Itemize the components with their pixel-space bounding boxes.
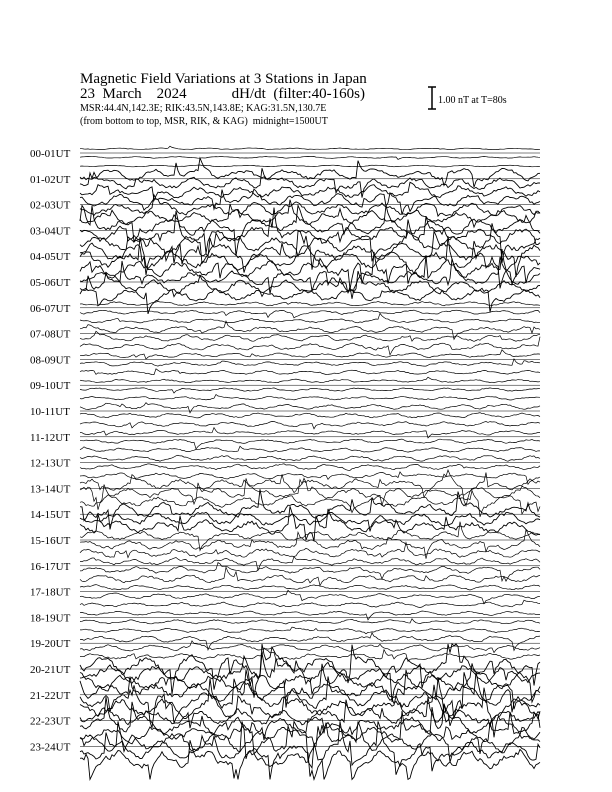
trace-msr bbox=[80, 313, 540, 323]
trace-rik bbox=[80, 464, 540, 471]
trace-kag bbox=[80, 585, 540, 590]
row-label: 02-03UT bbox=[30, 199, 71, 212]
trace-rik bbox=[80, 271, 540, 297]
trace-msr bbox=[80, 236, 540, 289]
trace-kag bbox=[80, 403, 540, 413]
trace-rik bbox=[80, 413, 540, 418]
trace-msr bbox=[80, 337, 540, 355]
row-label: 04-05UT bbox=[30, 251, 71, 264]
row-label: 07-08UT bbox=[30, 328, 71, 341]
trace-kag bbox=[80, 557, 540, 571]
row-label: 13-14UT bbox=[30, 483, 71, 496]
trace-kag bbox=[80, 721, 540, 762]
trace-msr bbox=[80, 543, 540, 558]
row-label: 08-09UT bbox=[30, 354, 71, 367]
row-label: 21-22UT bbox=[30, 689, 71, 702]
trace-kag bbox=[80, 428, 540, 438]
trace-rik bbox=[80, 388, 540, 393]
trace-kag bbox=[80, 455, 540, 461]
trace-kag bbox=[80, 158, 540, 187]
trace-msr bbox=[80, 182, 540, 200]
row-label: 14-15UT bbox=[30, 509, 71, 522]
trace-kag bbox=[80, 257, 540, 299]
trace-msr bbox=[80, 627, 540, 634]
date-day: 23 bbox=[80, 86, 95, 102]
quantity-label: dH/dt bbox=[231, 86, 266, 102]
trace-msr bbox=[80, 421, 540, 428]
trace-rik bbox=[80, 563, 540, 582]
date-year: 2024 bbox=[156, 86, 187, 102]
row-label: 17-18UT bbox=[30, 586, 71, 599]
row-label: 12-13UT bbox=[30, 457, 71, 470]
row-label: 10-11UT bbox=[30, 406, 70, 418]
trace-msr bbox=[80, 165, 540, 167]
trace-msr bbox=[80, 369, 540, 375]
date-month: March bbox=[102, 86, 142, 102]
trace-kag bbox=[80, 522, 540, 551]
trace-kag bbox=[80, 350, 540, 359]
row-label: 22-23UT bbox=[30, 715, 71, 728]
trace-msr bbox=[80, 506, 540, 541]
row-label: 09-10UT bbox=[30, 380, 71, 393]
trace-rik bbox=[80, 331, 540, 341]
station-order-note: (from bottom to top, MSR, RIK, & KAG) midnight=1500UT bbox=[80, 116, 328, 127]
scale-label: 1.00 nT at T=80s bbox=[438, 95, 507, 106]
filter-label: (filter:40-160s) bbox=[273, 86, 365, 102]
trace-rik bbox=[80, 619, 540, 624]
trace-rik bbox=[80, 310, 540, 318]
row-label: 16-17UT bbox=[30, 560, 71, 573]
trace-rik bbox=[80, 641, 540, 653]
trace-kag bbox=[80, 301, 540, 305]
trace-rik bbox=[80, 439, 540, 449]
trace-kag bbox=[80, 146, 540, 150]
row-label: 03-04UT bbox=[30, 225, 71, 238]
trace-msr bbox=[80, 446, 540, 452]
trace-rik bbox=[80, 590, 540, 604]
trace-msr bbox=[80, 472, 540, 484]
row-label: 06-07UT bbox=[30, 302, 71, 315]
chart-title: Magnetic Field Variations at 3 Stations in Japan bbox=[80, 71, 367, 87]
trace-kag bbox=[80, 611, 540, 620]
row-label: 01-02UT bbox=[30, 173, 71, 186]
row-label: 19-20UT bbox=[30, 638, 71, 651]
row-label: 05-06UT bbox=[30, 277, 71, 289]
row-label: 11-12UT bbox=[30, 431, 70, 444]
row-label: 15-16UT bbox=[30, 535, 71, 547]
trace-kag bbox=[80, 231, 540, 277]
row-label: 20-21UT bbox=[30, 664, 71, 676]
trace-kag bbox=[80, 377, 540, 383]
trace-msr bbox=[80, 600, 540, 607]
row-label: 23-24UT bbox=[30, 741, 71, 754]
station-coordinates: MSR:44.4N,142.3E; RIK:43.5N,143.8E; KAG:31.5N,130.7E bbox=[80, 103, 327, 114]
trace-msr bbox=[80, 395, 540, 401]
row-label: 18-19UT bbox=[30, 612, 71, 625]
row-label: 00-01UT bbox=[30, 148, 71, 160]
trace-rik bbox=[80, 156, 540, 159]
trace-rik bbox=[80, 359, 540, 366]
